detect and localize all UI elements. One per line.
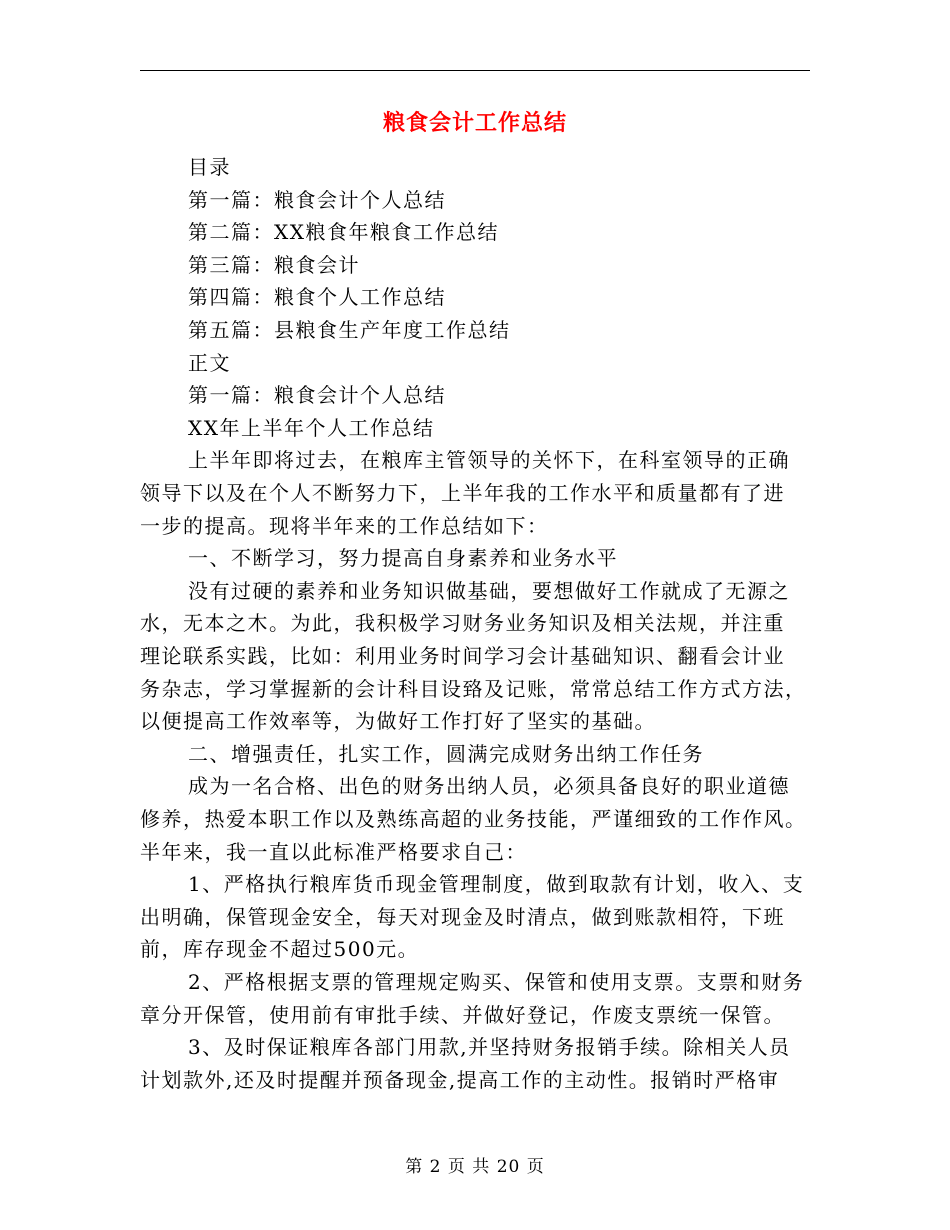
body-line: 一、不断学习，努力提高自身素养和业务水平	[188, 546, 618, 571]
body-line: 第四篇：粮食个人工作总结	[188, 285, 446, 310]
body-line: 上半年即将过去，在粮库主管领导的关怀下，在科室领导的正确	[188, 448, 790, 473]
header-rule	[140, 70, 810, 71]
body-line: 半年来，我一直以此标准严格要求自己：	[140, 839, 527, 864]
body-line: 第三篇：粮食会计	[188, 252, 360, 277]
body-line: 2、严格根据支票的管理规定购买、保管和使用支票。支票和财务	[188, 970, 805, 994]
body-line: 领导下以及在个人不断努力下，上半年我的工作水平和质量都有了进	[140, 481, 785, 505]
body-line: 一步的提高。现将半年来的工作总结如下：	[140, 513, 549, 538]
body-line: 第二篇：XX粮食年粮食工作总结	[188, 220, 499, 245]
body-line: 修养，热爱本职工作以及熟练高超的业务技能，严谨细致的工作作风。	[140, 807, 807, 831]
body-line: 计划款外,还及时提醒并预备现金,提高工作的主动性。报销时严格审	[140, 1067, 780, 1092]
body-line: 出明确，保管现金安全，每天对现金及时清点，做到账款相符，下班	[140, 904, 785, 929]
body-line: 二、增强责任，扎实工作，圆满完成财务出纳工作任务	[188, 741, 704, 766]
body-line: 章分开保管，使用前有审批手续、并做好登记，作废支票统一保管。	[140, 1002, 785, 1027]
body-line: 务杂志，学习掌握新的会计科目设臵及记账，常常总结工作方式方法，	[140, 676, 807, 701]
body-line: 水，无本之木。为此，我积极学习财务业务知识及相关法规，并注重	[140, 611, 785, 636]
body-line: 1、严格执行粮库货币现金管理制度，做到取款有计划，收入、支	[188, 872, 805, 897]
body-line: XX年上半年个人工作总结	[188, 415, 435, 440]
body-line: 正文	[188, 350, 231, 375]
body-line: 以便提高工作效率等，为做好工作打好了坚实的基础。	[140, 709, 656, 734]
document-title: 粮食会计工作总结	[382, 110, 567, 136]
body-line: 第一篇：粮食会计个人总结	[188, 187, 446, 212]
body-line: 没有过硬的素养和业务知识做基础，要想做好工作就成了无源之	[188, 578, 790, 603]
page-footer: 第 2 页 共 20 页	[405, 1157, 545, 1177]
body-line: 3、及时保证粮库各部门用款,并坚持财务报销手续。除相关人员	[188, 1035, 791, 1060]
body-line: 第五篇：县粮食生产年度工作总结	[188, 318, 511, 342]
body-line: 前，库存现金不超过500元。	[140, 937, 420, 962]
body-line: 理论联系实践，比如：利用业务时间学习会计基础知识、翻看会计业	[140, 644, 785, 668]
body-line: 第一篇：粮食会计个人总结	[188, 383, 446, 408]
body-line: 成为一名合格、出色的财务出纳人员，必须具备良好的职业道德	[188, 774, 790, 799]
body-line: 目录	[188, 155, 231, 179]
